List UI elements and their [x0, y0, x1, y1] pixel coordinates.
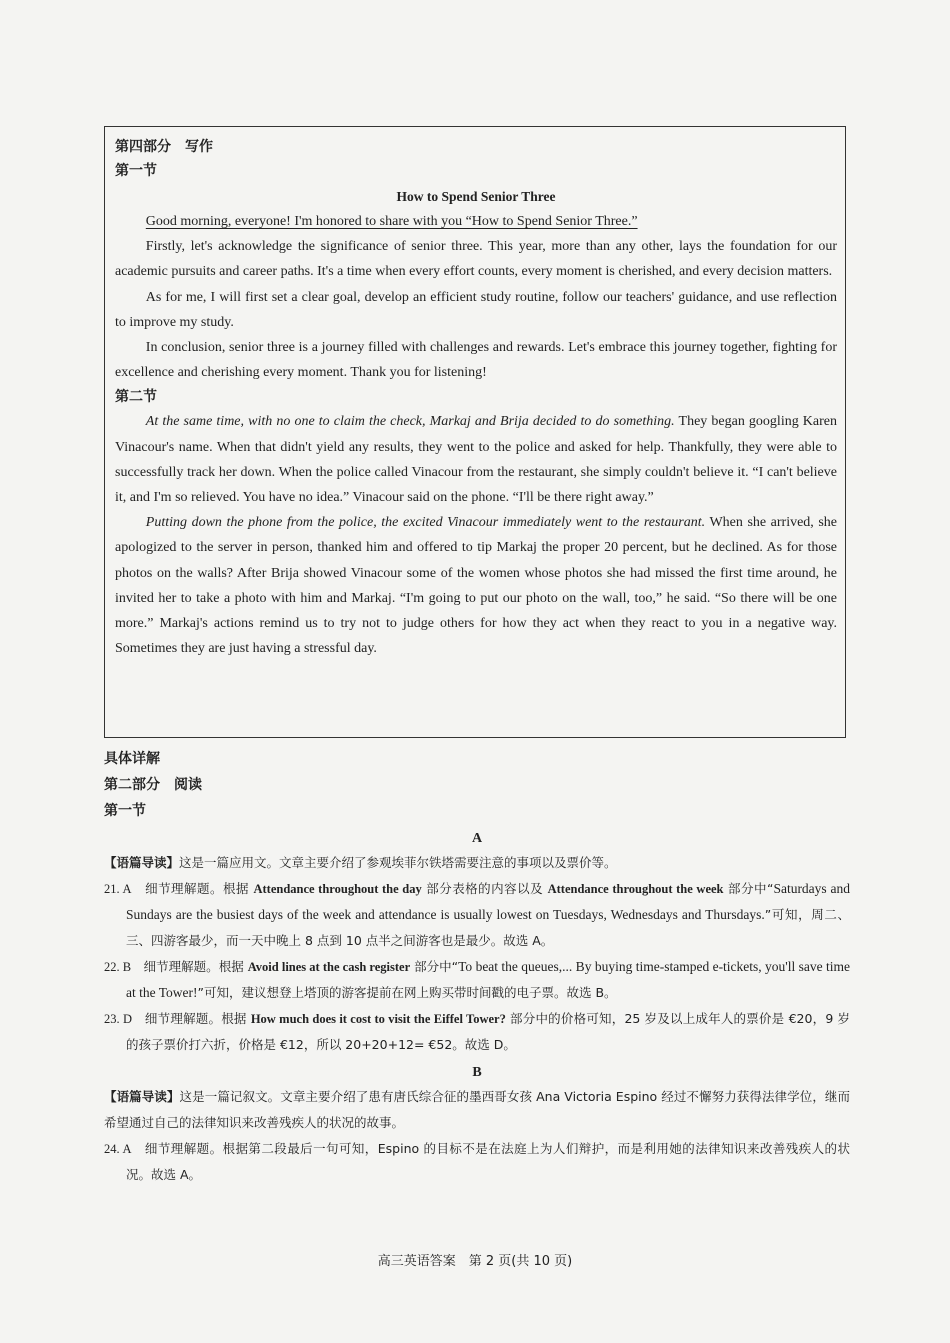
passage-b-guide [104, 1084, 850, 1136]
explanation-text: 细节理解题。根据第二段最后一句可知，Espino 的目标不是在法庭上为人们辩护，而是利用她的法律知识来改善残疾人的状况。故选 A。 [126, 1141, 850, 1182]
question-number: 24. A [104, 1142, 132, 1156]
quoted-text: To beat the queues,... By buying time-stamped e-tickets, you'll save time at the Tower! [126, 959, 850, 1000]
essay-paragraph-2: Firstly, let's acknowledge the significance of senior three. This year, more than any other, lays the foundation for our academic pursuits and career paths. It's a time when every effort counts, every moment is cherished, and every decision matters. [115, 239, 837, 280]
part-two-heading: 第二部分 阅读 [104, 777, 202, 793]
guide-label: 【语篇导读】 [104, 855, 180, 870]
guide-text: 这是一篇记叙文。文章主要介绍了患有唐氏综合征的墨西哥女孩 Ana Victoria Espino 经过不懈努力获得法律学位，继而希望通过自己的法律知识来改善残疾人的状况的故事。 [104, 1089, 850, 1130]
essay-paragraph-4: In conclusion, senior three is a journey filled with challenges and rewards. Let's embrace this journey together, fighting for excellence and cherishing every moment. Thank you for listening! [115, 340, 837, 381]
question-type: 细节理解题。根据 [131, 881, 254, 896]
bold-reference: Attendance throughout the week [547, 882, 724, 896]
explanation-text: 部分中“ [410, 959, 459, 974]
essay-title: How to Spend Senior Three [396, 189, 556, 204]
page-footer: 高三英语答案 第 2 页(共 10 页) [377, 1254, 573, 1269]
question-number: 23. D [104, 1012, 132, 1026]
writing-answer-box [104, 126, 846, 738]
question-type: 细节理解题。根据 [132, 1011, 251, 1026]
passage-a-letter: A [471, 831, 483, 846]
bold-reference: Avoid lines at the cash register [247, 960, 411, 974]
detailed-explanation-heading: 具体详解 [104, 751, 160, 767]
question-21-answer [104, 876, 850, 954]
section-two-heading: 第二节 [115, 389, 157, 406]
explanation-text: 部分中的价格可知，25 岁及以上成年人的票价是 €20，9 岁的孩子票价打六折，价格是 €12，所以 20+20+12= €52。故选 D。 [126, 1011, 851, 1052]
question-type: 细节理解题。根据 [131, 959, 248, 974]
question-22-answer [104, 954, 850, 1006]
story-paragraph-2 [115, 510, 837, 661]
story-paragraph-1-body: They began googling Karen Vinacour's name. When that didn't yield any results, they went to the police and asked for help. Thankfully, they were able to successfully track her down. When the police called Vinacour from the restaurant, she simply couldn't believe it. “I can't believe it, and I'm so relieved. You have no idea.” Vinacour said on the phone. “I'll be there right away.” [115, 414, 838, 506]
reading-section-one-heading: 第一节 [104, 803, 146, 819]
section-one-heading: 第一节 [115, 163, 157, 179]
explanation-text: ”可知，周二、三、四游客最少，而一天中晚上 8 点到 10 点半之间游客也是最少。故选 A。 [126, 907, 850, 948]
guide-text: 这是一篇应用文。文章主要介绍了参观埃菲尔铁塔需要注意的事项以及票价等。 [179, 855, 617, 870]
passage-a-guide [104, 850, 850, 876]
detailed-explanation [104, 746, 850, 1188]
story-paragraph-1-lead: At the same time, with no one to claim the check, Markaj and Brija decided to do something. [145, 414, 675, 430]
question-number: 21. A [104, 882, 132, 896]
story-paragraph-2-lead: Putting down the phone from the police, the excited Vinacour immediately went to the restaurant. [145, 515, 706, 531]
explanation-text: ”可知，建议想登上塔顶的游客提前在网上购买带时间戳的电子票。故选 B。 [197, 985, 617, 1000]
story-paragraph-1 [115, 409, 837, 510]
guide-label: 【语篇导读】 [104, 1089, 180, 1104]
question-24-answer [104, 1136, 850, 1188]
essay-paragraph-1: Good morning, everyone! I'm honored to share with you “How to Spend Senior Three.” [145, 214, 638, 229]
bold-reference: Attendance throughout the day [253, 882, 422, 896]
explanation-text: 部分表格的内容以及 [421, 881, 548, 896]
explanation-text: 部分中“ [723, 881, 774, 896]
bold-reference: How much does it cost to visit the Eiffel Tower? [250, 1012, 506, 1026]
story-paragraph-2-body: When she arrived, she apologized to the server in person, thanked him and offered to tip Markaj the proper 20 percent, but he declined. As for those photos on the walls? After Brija showed Vinacour some of the women whose photos she had missed the first time around, he invited her to take a photo with him and Markaj. “I'm going to put our photo on the wall, too,” he said. “So there will be one more.” Markaj's actions remind us to try not to judge others for how they act when they react to you in a negative way. Sometimes they are just having a stressful day. [115, 515, 838, 657]
question-23-answer [104, 1006, 850, 1058]
quoted-text: Saturdays and Sundays are the busiest days of the week and attendance is usually lowest on Tuesdays, Wednesdays and Thursdays. [126, 881, 851, 922]
passage-b-letter: B [472, 1065, 482, 1080]
part-four-heading: 第四部分 写作 [115, 139, 213, 155]
essay-paragraph-3: As for me, I will first set a clear goal, develop an efficient study routine, follow our teachers' guidance, and use reflection to improve my study. [115, 289, 837, 330]
question-number: 22. B [104, 960, 132, 974]
